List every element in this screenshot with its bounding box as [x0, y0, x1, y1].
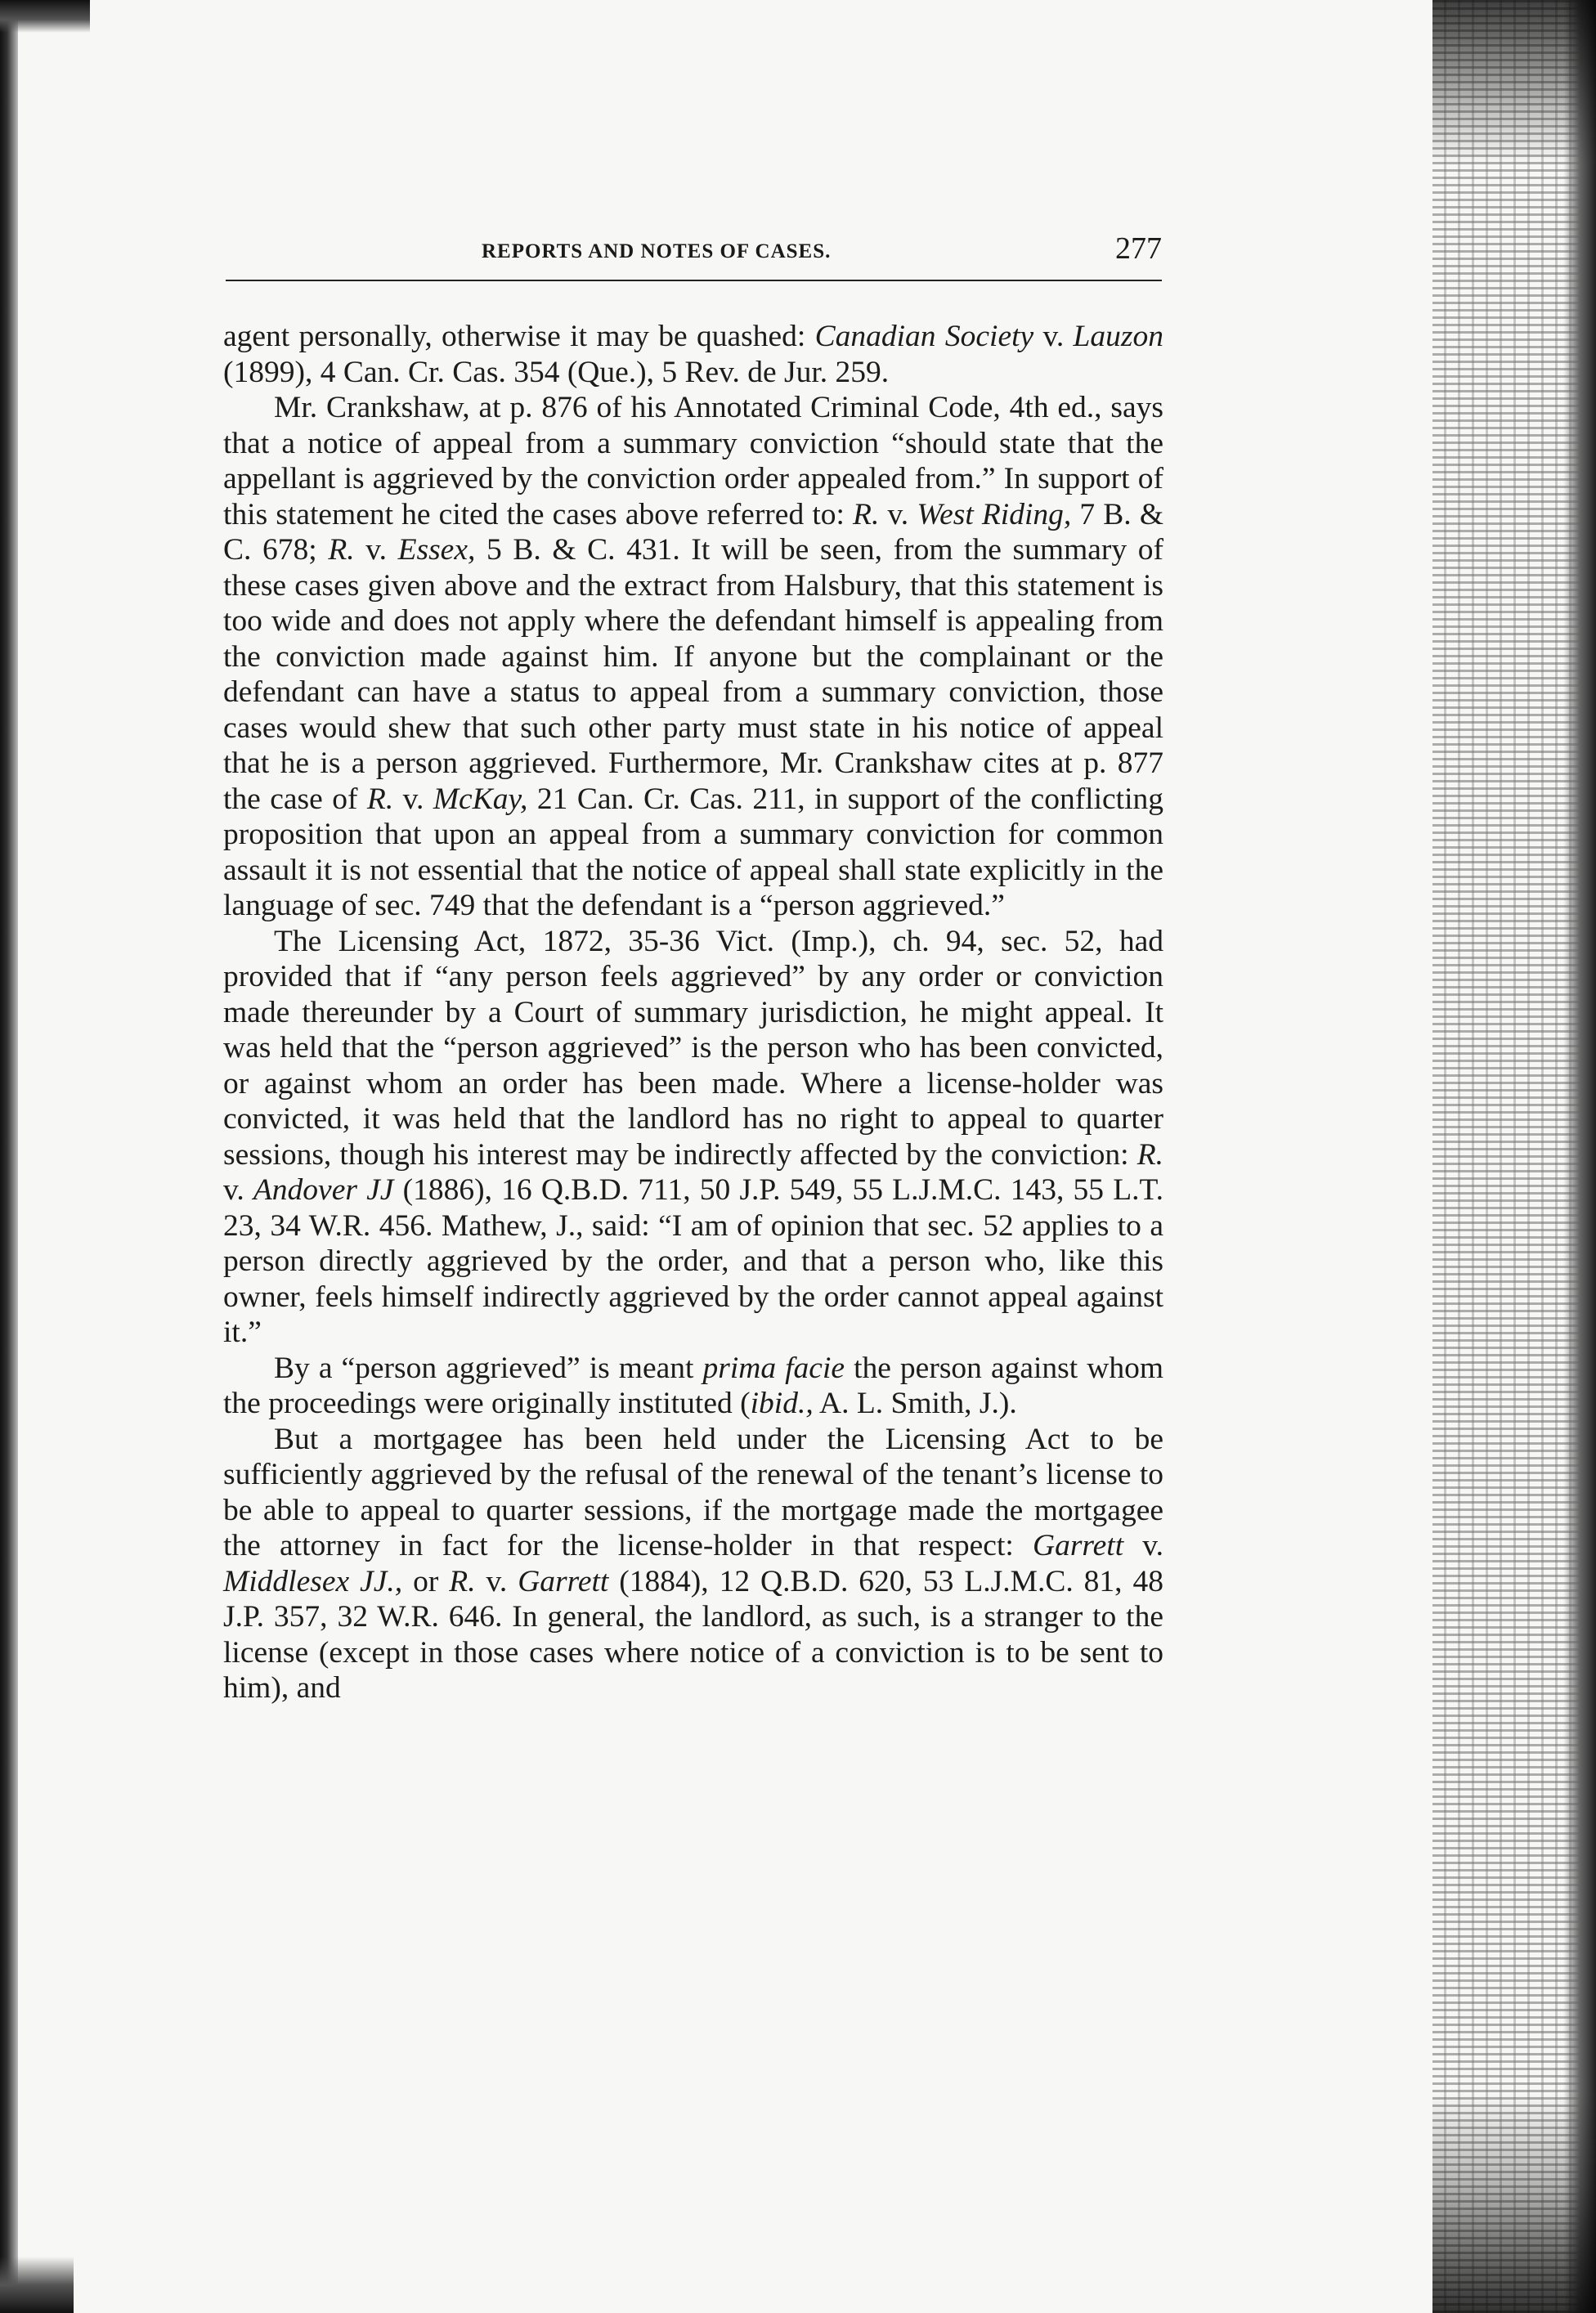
- scan-edge-left: [0, 0, 18, 2313]
- italic-text-run: R.: [853, 497, 880, 531]
- text-run: But a mortgagee has been held under the Licensing Act to be sufficiently aggrieved by the refusal of the renewal of the tenant’s license to be able to appeal to quarter sessions, if the mortgage made the mortgagee the attorney in fact for the license-holder in that respect:: [223, 1422, 1163, 1562]
- italic-text-run: R.: [366, 782, 394, 816]
- running-title: REPORTS AND NOTES OF CASES.: [482, 240, 832, 262]
- italic-text-run: Garrett: [518, 1564, 609, 1598]
- text-run: agent personally, otherwise it may be quashed:: [223, 320, 815, 353]
- italic-text-run: Middlesex JJ.,: [223, 1564, 403, 1598]
- italic-text-run: Essex,: [397, 533, 476, 567]
- scan-corner-bottom-left: [0, 2257, 74, 2313]
- scan-corner-bottom-right: [1432, 2093, 1596, 2313]
- text-run: 21 Can. Cr. Cas. 211, in support of the conflicting proposition that upon an appeal from a summary conviction for common assault it is not essential that the notice of appeal shall state explicitly in the language of sec. 749 that the defendant is a “person aggrieved.”: [223, 782, 1163, 922]
- text-run: (1886), 16 Q.B.D. 711, 50 J.P. 549, 55 L.J.M.C. 143, 55 L.T. 23, 34 W.R. 456. Mathew, J., said: “I am of opinion that sec. 52 applies to a person directly aggrieved by the order, and that a person who, like this owner, feels himself indirectly aggrieved by the order cannot appeal against it.”: [223, 1173, 1164, 1349]
- italic-text-run: Canadian Society: [814, 320, 1034, 353]
- paragraph: [223, 1351, 1163, 1422]
- text-run: (1899), 4 Can. Cr. Cas. 354 (Que.), 5 Rev. de Jur. 259.: [223, 355, 890, 389]
- text-run: By a “person aggrieved” is meant: [274, 1351, 703, 1385]
- text-run: A. L. Smith, J.).: [813, 1387, 1017, 1420]
- italic-text-run: West Riding,: [917, 497, 1072, 531]
- paragraph: [223, 319, 1163, 390]
- text-run: 7 B. & C. 678;: [223, 497, 1163, 567]
- italic-text-run: Andover JJ: [253, 1173, 394, 1207]
- paragraph: [223, 924, 1163, 1351]
- italic-text-run: R.: [1136, 1137, 1163, 1172]
- text-run: the person against whom the proceedings were originally instituted (: [223, 1351, 1163, 1420]
- text-run: v.: [1123, 1529, 1163, 1562]
- text-run: or: [402, 1564, 450, 1598]
- italic-text-run: Lauzon: [1073, 320, 1163, 353]
- text-run: v.: [354, 533, 398, 567]
- paragraph: [223, 1422, 1163, 1706]
- italic-text-run: Garrett: [1033, 1529, 1124, 1562]
- text-run: v.: [475, 1564, 518, 1598]
- running-header: [226, 229, 1162, 281]
- text-run: v.: [223, 1173, 253, 1207]
- text-run: 5 B. & C. 431. It will be seen, from the summary of these cases given above and the extract from Halsbury, that this statement is too wide and does not apply where the defendant himself is appealing from the conviction made against him. If anyone but the complainant or the defendant can have a status to appeal from a summary conviction, those cases would shew that such other party must state in his notice of appeal that he is a person aggrieved. Furthermore, Mr. Crankshaw cites at p. 877 the case of: [223, 533, 1163, 816]
- text-run: v.: [393, 782, 433, 816]
- text-run: v.: [1033, 320, 1074, 353]
- scan-corner-top-left: [0, 0, 90, 33]
- italic-text-run: prima facie: [702, 1351, 845, 1385]
- text-run: Mr. Crankshaw, at p. 876 of his Annotated Criminal Code, 4th ed., says that a notice of appeal from a summary conviction “should state that the appellant is aggrieved by the conviction order appealed from.” In support of this statement he cited the cases above referred to:: [223, 391, 1163, 531]
- scan-edge-right: [1563, 0, 1596, 2313]
- page-number: 277: [1115, 231, 1162, 266]
- italic-text-run: R.: [328, 533, 355, 567]
- text-run: The Licensing Act, 1872, 35-36 Vict. (Imp.), ch. 94, sec. 52, had provided that if “any person feels aggrieved” by any order or conviction made thereunder by a Court of summary jurisdiction, he might appeal. It was held that the “person aggrieved” is the person who has been convicted, or against whom an order has been made. Where a license-holder was convicted, it was held that the landlord has no right to appeal to quarter sessions, though his interest may be indirectly affected by the conviction:: [223, 924, 1163, 1172]
- body-text: [223, 319, 1163, 1706]
- scan-corner-top-right: [1432, 0, 1596, 164]
- italic-text-run: ibid.,: [750, 1387, 814, 1420]
- italic-text-run: McKay,: [433, 782, 528, 816]
- text-run: v.: [879, 497, 917, 531]
- paragraph: [223, 390, 1163, 924]
- text-run: (1884), 12 Q.B.D. 620, 53 L.J.M.C. 81, 48 J.P. 357, 32 W.R. 646. In general, the landlord, as such, is a stranger to the license (except in those cases where notice of a conviction is to be sent to him), and: [223, 1564, 1164, 1705]
- italic-text-run: R.: [449, 1564, 476, 1598]
